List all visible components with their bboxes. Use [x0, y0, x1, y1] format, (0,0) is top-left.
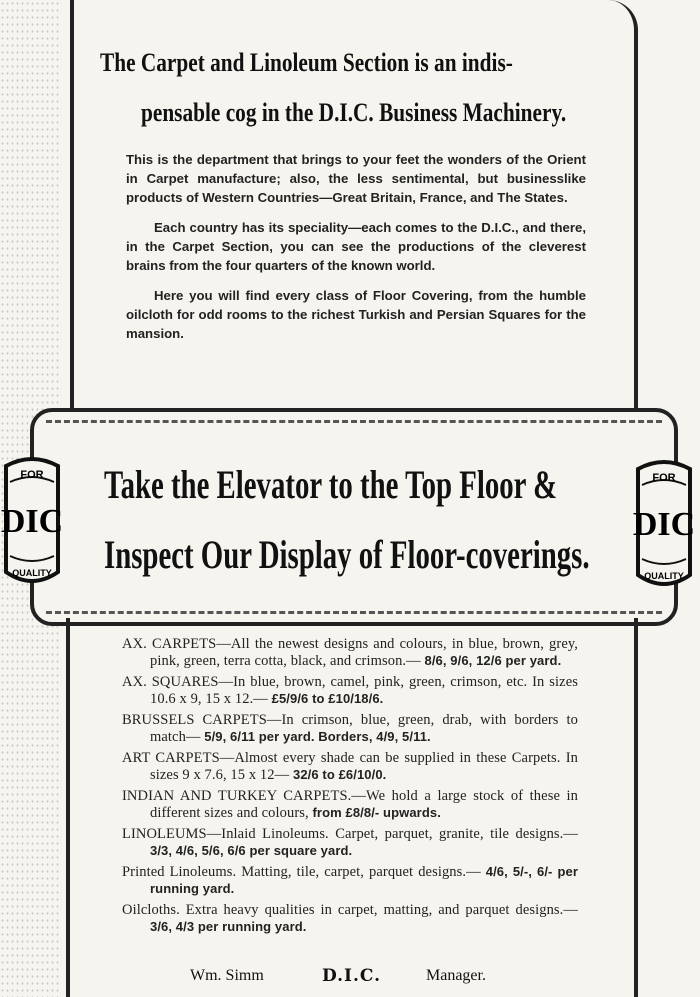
- item-price: 32/6 to £6/10/0.: [292, 766, 387, 782]
- badge-shield-icon: [0, 452, 64, 592]
- manager-title: Manager.: [426, 967, 486, 984]
- item-description: Printed Linoleums. Matting, tile, carpet, parquet designs.—: [122, 864, 481, 880]
- headline-line-1: The Carpet and Linoleum Section is an indis-: [100, 48, 513, 77]
- price-list: [122, 636, 578, 940]
- list-item: [122, 750, 578, 783]
- badge-top-text: FOR: [20, 469, 44, 481]
- intro-paragraph-3: Here you will find every class of Floor Covering, from the humble oilcloth for odd rooms to the richest Turkish and Persian Squares for the mansion.: [126, 288, 586, 341]
- item-price: 3/3, 4/6, 5/6, 6/6 per square yard.: [150, 842, 353, 858]
- footer-signature: [190, 967, 590, 993]
- intro-text: [126, 150, 586, 354]
- item-description: INDIAN AND TURKEY CARPETS.—We hold a large stock of these in different sizes and colours,: [122, 788, 578, 821]
- item-price: 5/9, 6/11 per yard. Borders, 4/9, 5/11.: [204, 728, 431, 744]
- badge-top-text: FOR: [652, 472, 676, 484]
- list-item: [122, 636, 578, 669]
- intro-paragraph-1: This is the department that brings to your feet the wonders of the Orient in Carpet manufacture; also, the less sentimental, but businesslike products of Western Countries—Great Britain, France, and The States.: [126, 152, 586, 205]
- list-item: [122, 826, 578, 859]
- banner-line-2: Inspect Our Display of Floor-coverings.: [104, 532, 590, 577]
- item-description: ART CARPETS—Almost every shade can be supplied in these Carpets. In sizes 9 x 7.6, 15 x 12—: [122, 750, 578, 783]
- item-description: LINOLEUMS—Inlaid Linoleums. Carpet, parquet, granite, tile designs.—: [122, 826, 578, 842]
- list-item: [122, 674, 578, 707]
- badge-shield-icon: [632, 455, 696, 595]
- item-description: AX. SQUARES—In blue, brown, camel, pink, green, crimson, etc. In sizes 10.6 x 9, 15 x 12.—: [122, 674, 578, 707]
- item-description: BRUSSELS CARPETS—In crimson, blue, green, drab, with borders to match—: [122, 712, 578, 745]
- banner-line-1: Take the Elevator to the Top Floor &: [104, 462, 558, 507]
- item-price: £5/9/6 to £10/18/6.: [271, 690, 384, 706]
- item-description: Oilcloths. Extra heavy qualities in carpet, matting, and parquet designs.—: [122, 902, 578, 918]
- item-description: AX. CARPETS—All the newest designs and colours, in blue, brown, grey, pink, green, terra cotta, black, and crimson.—: [122, 636, 578, 669]
- list-item: [122, 902, 578, 935]
- banner-text: [104, 450, 590, 590]
- list-item: [122, 864, 578, 897]
- item-price: from £8/8/- upwards.: [312, 804, 441, 820]
- manager-name: Wm. Simm: [190, 967, 264, 984]
- item-price: 8/6, 9/6, 12/6 per yard.: [424, 652, 562, 668]
- badge-middle-text: DIC: [632, 506, 696, 543]
- dic-quality-badge-left: [0, 452, 64, 592]
- list-item: [122, 712, 578, 745]
- item-price: 4/6, 5/-, 6/- per running yard.: [150, 864, 578, 896]
- badge-bottom-text: QUALITY: [12, 568, 52, 578]
- dic-quality-badge-right: [632, 455, 696, 595]
- headline-line-2: pensable cog in the D.I.C. Business Machinery.: [141, 98, 567, 127]
- item-price: 3/6, 4/3 per running yard.: [150, 918, 307, 934]
- badge-bottom-text: QUALITY: [644, 571, 684, 581]
- intro-paragraph-2: Each country has its speciality—each comes to the D.I.C., and there, in the Carpet Section, you can see the productions of the cleverest brains from the four quarters of the known world.: [126, 220, 586, 273]
- dic-logo: D.I.C.: [322, 966, 382, 986]
- badge-middle-text: DIC: [0, 503, 64, 540]
- headline: [100, 38, 567, 138]
- list-item: [122, 788, 578, 821]
